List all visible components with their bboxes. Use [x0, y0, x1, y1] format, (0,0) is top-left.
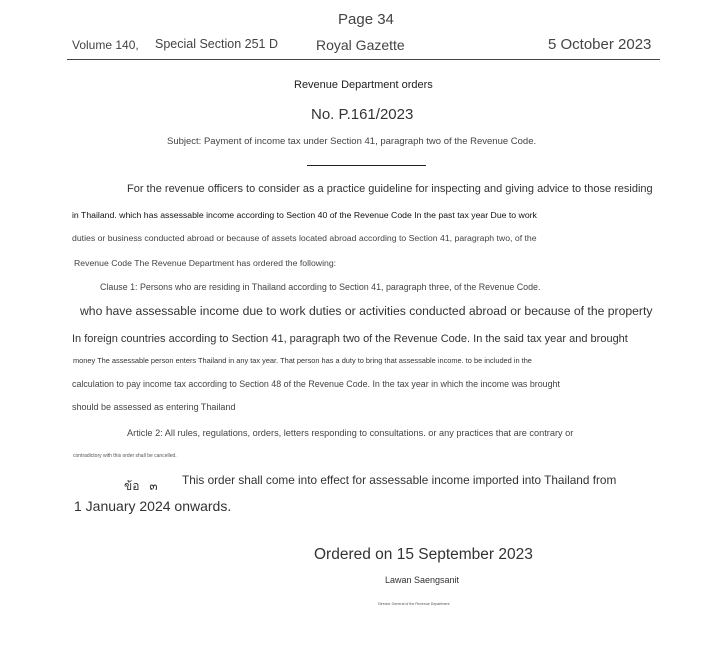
body-line-7: In foreign countries according to Section 41, paragraph two of the Revenue Code. In the said tax year and brought	[72, 333, 628, 345]
order-subject: Subject: Payment of income tax under Section 41, paragraph two of the Revenue Code.	[167, 136, 537, 147]
volume-label: Volume 140,	[72, 38, 139, 52]
subject-rule	[307, 165, 426, 166]
body-line-2: in Thailand. which has assessable income according to Section 40 of the Revenue Code In the past tax year Due to work	[72, 210, 537, 220]
article-3-line: This order shall come into effect for assessable income imported into Thailand from	[182, 473, 617, 487]
signatory-name: Lawan Saengsanit	[385, 575, 460, 585]
page-number: Page 34	[338, 11, 394, 28]
order-heading: Revenue Department orders	[294, 79, 433, 91]
body-line-1: For the revenue officers to consider as a practice guideline for inspecting and giving advice to those residing	[127, 183, 653, 195]
body-line-4: Revenue Code The Revenue Department has ordered the following:	[74, 258, 337, 268]
article-2-line: Article 2: All rules, regulations, orders, letters responding to consultations. or any practices that are contrary or	[127, 428, 574, 438]
ordered-on-date: Ordered on 15 September 2023	[314, 546, 533, 563]
body-line-3: duties or business conducted abroad or because of assets located abroad according to Section 41, paragraph two, of the	[72, 233, 537, 243]
article-2-continuation: contradictory with this order shall be cancelled.	[73, 453, 177, 459]
thai-clause-label: ข้อ ๓	[124, 479, 158, 493]
clause-1-line: Clause 1: Persons who are residing in Thailand according to Section 41, paragraph three, of the Revenue Code.	[100, 282, 541, 292]
gazette-date: 5 October 2023	[548, 36, 652, 53]
body-line-8: money The assessable person enters Thailand in any tax year. That person has a duty to bring that assessable income. to be included in the	[73, 356, 532, 365]
body-line-10: should be assessed as entering Thailand	[72, 402, 236, 412]
body-line-9: calculation to pay income tax according to Section 48 of the Revenue Code. In the tax year in which the income was brought	[72, 379, 560, 389]
body-line-6: who have assessable income due to work duties or activities conducted abroad or because of the property	[80, 304, 653, 318]
gazette-title: Royal Gazette	[316, 37, 405, 53]
order-number: No. P.161/2023	[311, 106, 414, 123]
article-3-continuation: 1 January 2024 onwards.	[74, 498, 232, 514]
header-rule	[67, 59, 660, 60]
special-section-label: Special Section 251 D	[155, 37, 278, 51]
signatory-title: Director General of the Revenue Department	[378, 602, 450, 606]
